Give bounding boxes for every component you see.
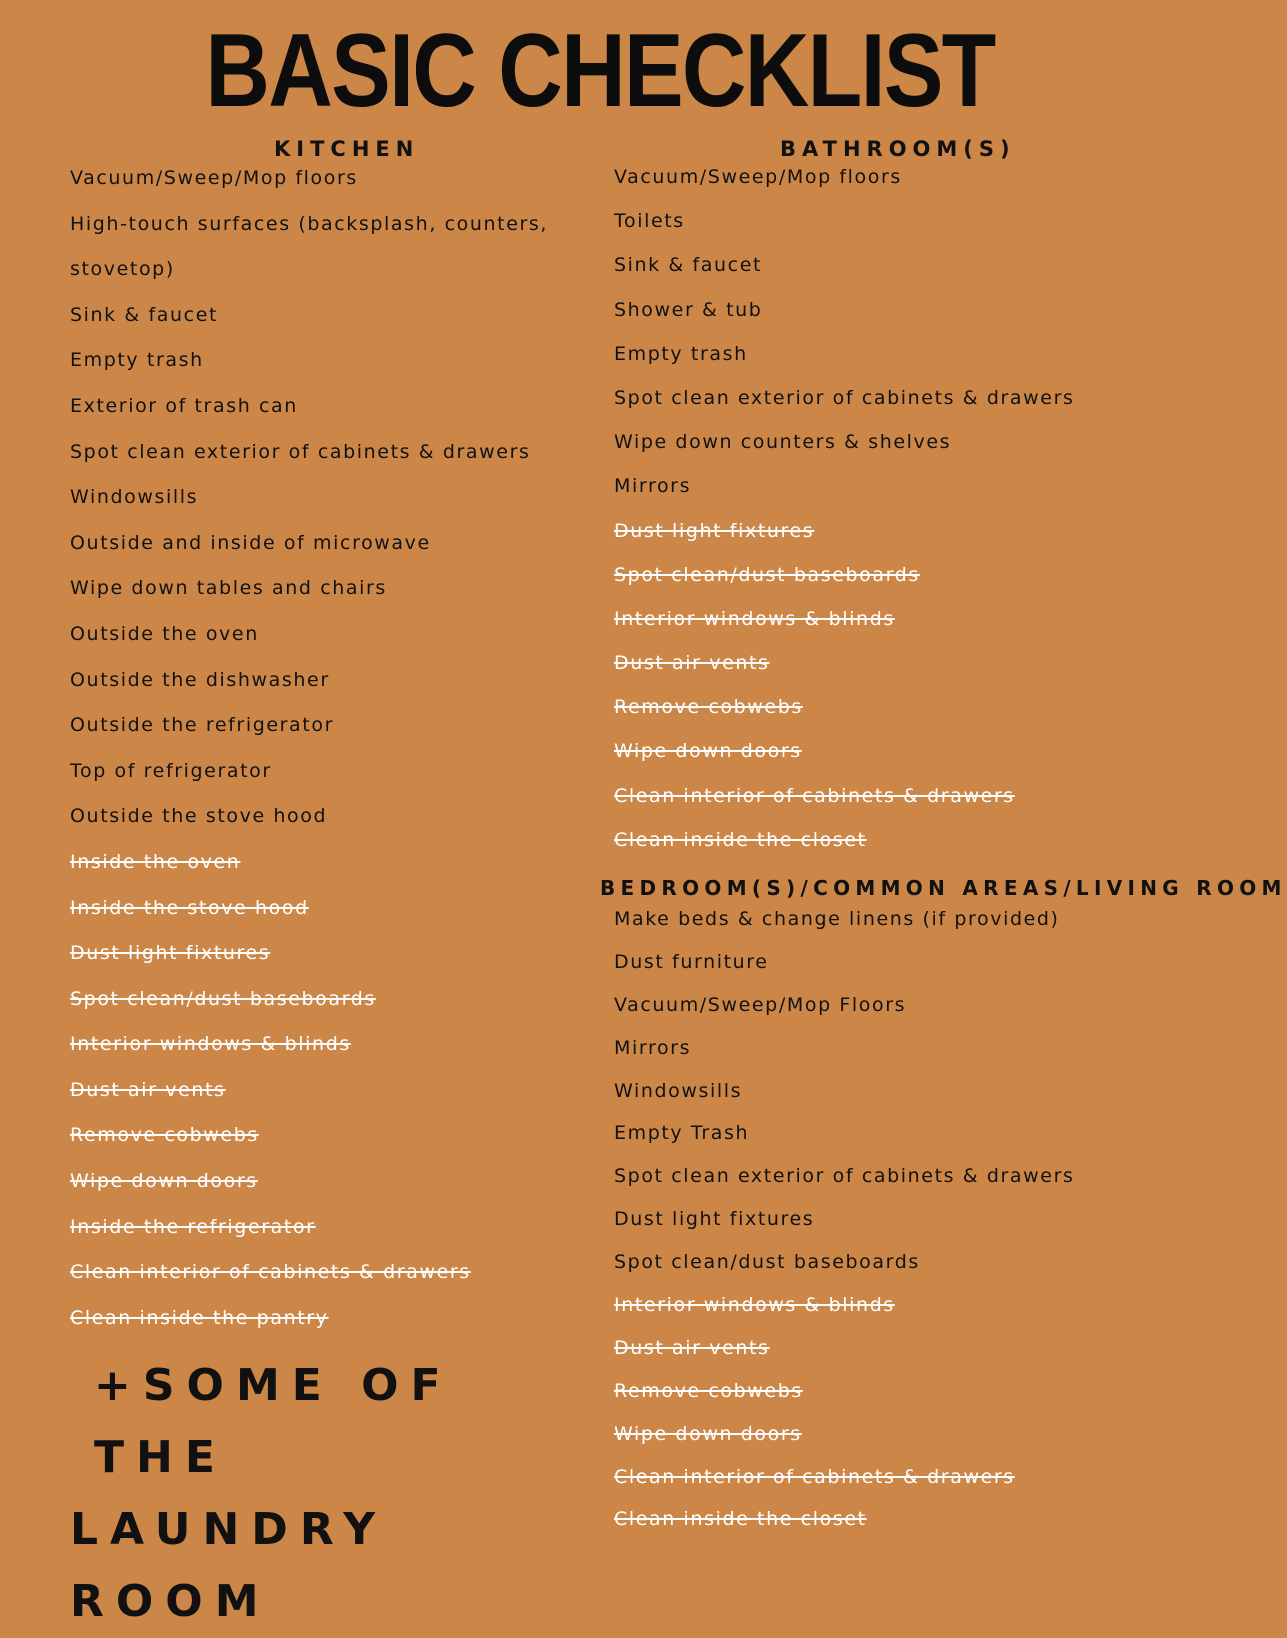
checklist-item-completed: Dust light fixtures bbox=[70, 942, 271, 965]
checklist-item: Outside and inside of microwave bbox=[70, 531, 431, 554]
checklist-item: Mirrors bbox=[614, 475, 692, 498]
checklist-item: Exterior of trash can bbox=[70, 394, 298, 417]
bathroom-heading: BATHROOM(S) bbox=[780, 137, 1016, 161]
checklist-item: Outside the oven bbox=[70, 622, 259, 645]
checklist-item-completed: Dust air vents bbox=[614, 652, 770, 675]
checklist-item-completed: Clean inside the closet bbox=[614, 828, 867, 851]
checklist-item: Vacuum/Sweep/Mop floors bbox=[70, 167, 358, 189]
checklist-item: Vacuum/Sweep/Mop floors bbox=[614, 166, 902, 188]
checklist-item-completed: Clean interior of cabinets & drawers bbox=[614, 1465, 1015, 1488]
checklist-item-completed: Dust light fixtures bbox=[614, 519, 815, 542]
checklist-item: Outside the dishwasher bbox=[70, 668, 330, 691]
checklist-item: Spot clean exterior of cabinets & drawers bbox=[70, 440, 531, 463]
checklist-item: Spot clean exterior of cabinets & drawers bbox=[614, 1165, 1075, 1188]
checklist-item: Dust furniture bbox=[614, 950, 769, 973]
checklist-item-completed: Clean interior of cabinets & drawers bbox=[614, 784, 1015, 807]
checklist-item: Empty trash bbox=[614, 342, 748, 365]
checklist-item-completed: Dust air vents bbox=[70, 1078, 226, 1101]
checklist-item-completed: Interior windows & blinds bbox=[614, 1294, 895, 1317]
checklist-item: Toilets bbox=[614, 210, 685, 233]
checklist-item-completed: Clean interior of cabinets & drawers bbox=[70, 1261, 471, 1284]
checklist-item: Outside the refrigerator bbox=[70, 714, 334, 737]
checklist-item: Shower & tub bbox=[614, 298, 763, 321]
laundry-note-line-1: +SOME OF THE bbox=[94, 1360, 453, 1483]
checklist-item: Spot clean/dust baseboards bbox=[614, 1251, 920, 1274]
checklist-item-completed: Wipe down doors bbox=[70, 1170, 258, 1193]
checklist-item-completed: Clean inside the closet bbox=[614, 1508, 867, 1531]
checklist-item-completed: Dust air vents bbox=[614, 1336, 770, 1359]
checklist-item: stovetop) bbox=[70, 258, 175, 281]
page-title: BASIC CHECKLIST bbox=[205, 13, 995, 129]
checklist-item-completed: Remove cobwebs bbox=[70, 1124, 259, 1147]
checklist-item-completed: Remove cobwebs bbox=[614, 1379, 803, 1402]
checklist-item-completed: Inside the stove hood bbox=[70, 896, 309, 919]
checklist-item: Wipe down counters & shelves bbox=[614, 431, 952, 454]
checklist-item: Windowsills bbox=[70, 486, 199, 509]
checklist-item-completed: Inside the oven bbox=[70, 850, 241, 873]
checklist-item-completed: Spot clean/dust baseboards bbox=[614, 563, 920, 586]
bedroom-common-areas-heading: BEDROOM(S)/COMMON AREAS/LIVING ROOM bbox=[600, 876, 1287, 900]
bathroom-checklist bbox=[614, 163, 1075, 870]
checklist-item: Dust light fixtures bbox=[614, 1208, 815, 1231]
checklist-item: Sink & faucet bbox=[614, 254, 763, 277]
checklist-item: Mirrors bbox=[614, 1036, 692, 1059]
kitchen-heading: KITCHEN bbox=[274, 137, 420, 161]
checklist-item: Windowsills bbox=[614, 1079, 743, 1102]
checklist-item-completed: Wipe down doors bbox=[614, 740, 802, 763]
checklist-item: Vacuum/Sweep/Mop Floors bbox=[614, 993, 907, 1016]
laundry-room-note bbox=[70, 1350, 550, 1638]
checklist-item: Sink & faucet bbox=[70, 303, 219, 326]
checklist-item: High-touch surfaces (backsplash, counters, bbox=[70, 212, 549, 235]
checklist-item-completed: Inside the refrigerator bbox=[70, 1215, 316, 1238]
checklist-item: Empty Trash bbox=[614, 1122, 750, 1145]
checklist-item-completed: Clean inside the pantry bbox=[70, 1306, 329, 1329]
checklist-item: Wipe down tables and chairs bbox=[70, 577, 387, 600]
checklist-item: Empty trash bbox=[70, 349, 204, 372]
checklist-item: Outside the stove hood bbox=[70, 805, 328, 828]
checklist-item: Spot clean exterior of cabinets & drawers bbox=[614, 386, 1075, 409]
checklist-item: Make beds & change linens (if provided) bbox=[614, 908, 1060, 930]
checklist-item-completed: Interior windows & blinds bbox=[614, 607, 895, 630]
checklist-item-completed: Interior windows & blinds bbox=[70, 1033, 351, 1056]
checklist-item-completed: Spot clean/dust baseboards bbox=[70, 987, 376, 1010]
laundry-note-line-2: LAUNDRY ROOM bbox=[70, 1504, 388, 1627]
checklist-item: Top of refrigerator bbox=[70, 759, 272, 782]
checklist-item-completed: Wipe down doors bbox=[614, 1422, 802, 1445]
checklist-item-completed: Remove cobwebs bbox=[614, 696, 803, 719]
bedroom-checklist bbox=[614, 905, 1075, 1548]
kitchen-checklist bbox=[70, 164, 548, 1349]
